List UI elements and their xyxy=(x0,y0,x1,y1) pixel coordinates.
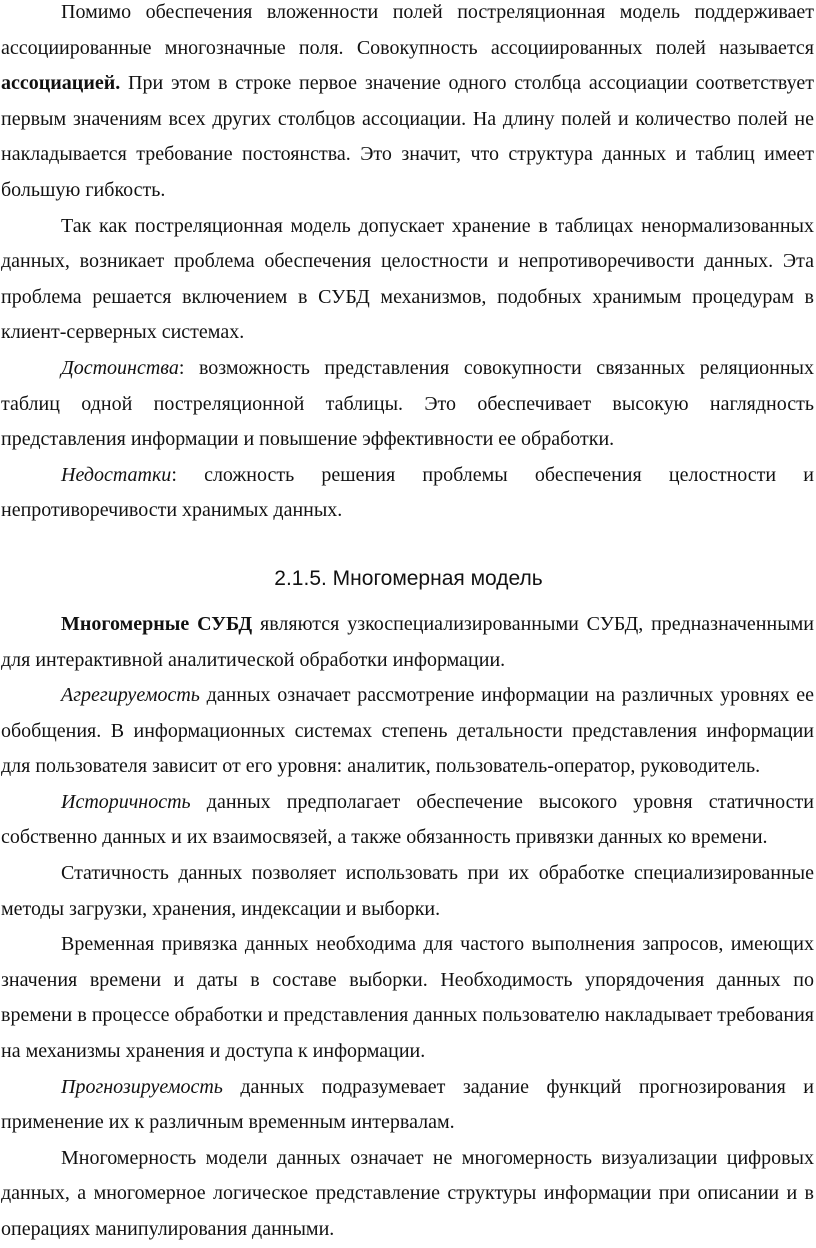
section-heading: 2.1.5. Многомерная модель xyxy=(274,566,543,590)
paragraph-text: данных предполагает обеспечение высокого уровня статичности собственно данных и их взаимосвязей, а также обязанность привязки данных ко времени. xyxy=(1,790,814,849)
paragraph-time-binding xyxy=(1,927,814,1069)
paragraph-text: Многомерность модели данных означает не многомерность визуализации цифровых данных, а многомерное логическое представление структуры информации при описании и в операциях манипулирования данными. xyxy=(1,1146,814,1240)
term-association: ассоциацией. xyxy=(1,72,121,95)
term-aggregation: Агрегируемость xyxy=(61,684,200,707)
paragraph-multidim-dbms xyxy=(1,607,814,678)
paragraph-text: Статичность данных позволяет использовать при их обработке специализированные методы загрузки, хранения, индексации и выборки. xyxy=(1,862,814,920)
term-advantages: Достоинства xyxy=(61,356,179,379)
term-forecasting: Прогнозируемость xyxy=(61,1075,223,1098)
paragraph-text: При этом в строке первое значение одного столбца ассоциации соответствует первым значениям всех других столбцов ассоциации. На длину полей и количество полей не накладывается требование постоянства. Это значит, что структура данных и таблиц имеет большую гибкость. xyxy=(1,72,814,201)
paragraph-text: Помимо обеспечения вложенности полей постреляционная модель поддерживает ассоциированные многозначные поля. Совокупность ассоциированных полей называется xyxy=(1,1,814,59)
paragraph-disadvantages xyxy=(1,458,814,529)
paragraph-text: : сложность решения проблемы обеспечения целостности и непротиворечивости хранимых данных. xyxy=(1,463,814,522)
paragraph-text: Так как постреляционная модель допускает хранение в таблицах ненормализованных данных, возникает проблема обеспечения целостности и непротиворечивости данных. Эта проблема решается включением в СУБД механизмов, подобных хранимым процедурам в клиент-серверных системах. xyxy=(1,214,814,344)
term-multidim-dbms: Многомерные СУБД xyxy=(61,612,253,635)
term-historicity: Историчность xyxy=(61,790,191,813)
paragraph-text: : возможность представления совокупности связанных реляционных таблиц одной постреляционной таблицы. Это обеспечивает высокую наглядность представления информации и повышение эффективности ее обработки. xyxy=(1,356,814,451)
paragraph-integrity xyxy=(1,209,814,351)
paragraph-multidimensionality xyxy=(1,1141,814,1248)
paragraph-advantages xyxy=(1,351,814,458)
paragraph-text: являются узкоспециализированными СУБД, предназначенными для интерактивной аналитической обработки информации. xyxy=(1,612,814,671)
paragraph-historicity xyxy=(1,785,814,856)
paragraph-association xyxy=(1,0,814,209)
paragraph-text: Временная привязка данных необходима для частого выполнения запросов, имеющих значения времени и даты в составе выборки. Необходимость упорядочения данных по времени в процессе обработки и представления данных пользователю накладывает требования на механизмы хранения и доступа к информации. xyxy=(1,933,814,1063)
paragraph-static xyxy=(1,856,814,927)
paragraph-forecasting xyxy=(1,1070,814,1141)
paragraph-text: данных означает рассмотрение информации на различных уровнях ее обобщения. В информационных системах степень детальности представления информации для пользователя зависит от его уровня: аналитик, пользователь-оператор, руководитель. xyxy=(1,684,814,778)
paragraph-text: данных подразумевает задание функций прогнозирования и применение их к различным временным интервалам. xyxy=(1,1075,814,1134)
paragraph-aggregation xyxy=(1,678,814,785)
term-disadvantages: Недостатки xyxy=(61,463,172,486)
